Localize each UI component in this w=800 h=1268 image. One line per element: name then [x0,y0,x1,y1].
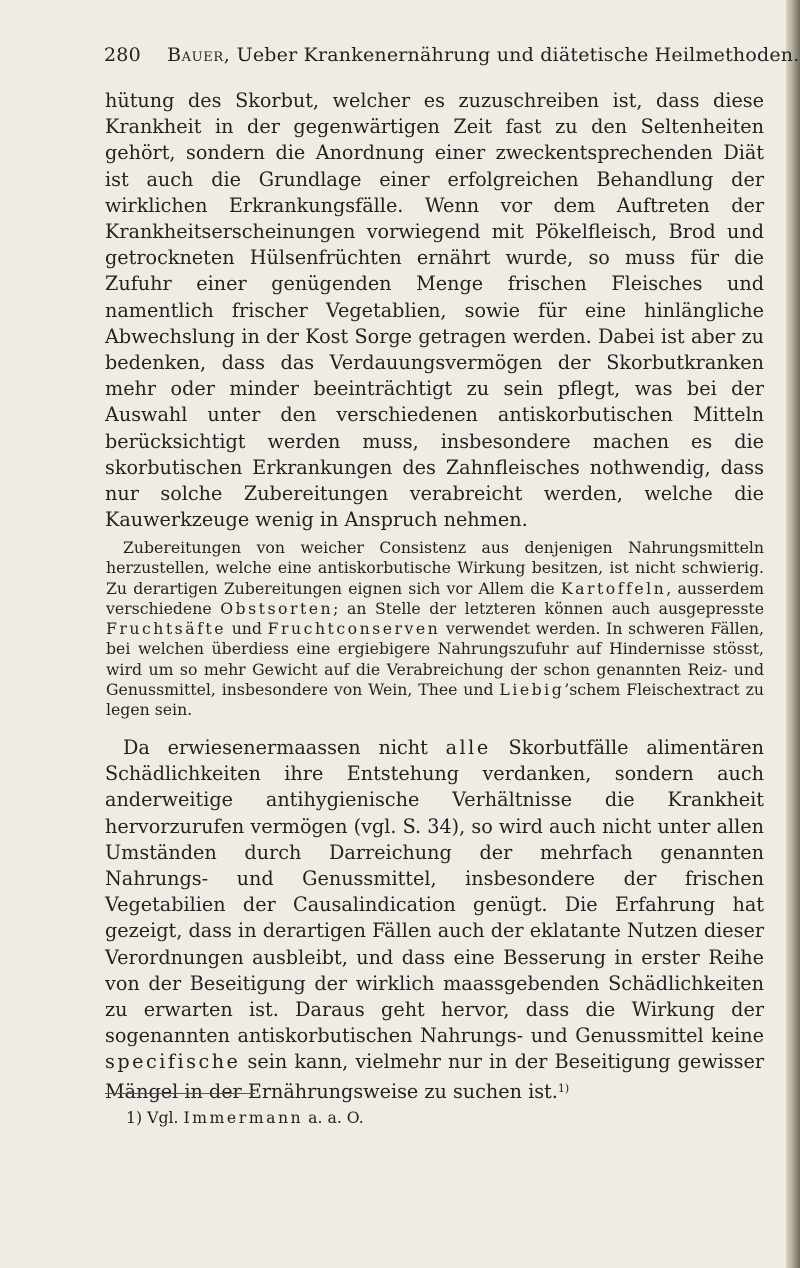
running-header [104,44,800,66]
footnote-text: Vgl. [147,1108,184,1127]
footnote-divider [105,1093,255,1094]
emphasis-liebig: Liebig [499,680,565,700]
emphasis-specifische: specifische [105,1050,241,1074]
footnote [126,1108,364,1127]
header-title: Ueber Krankenernährung und diätetische Heilmethoden. [236,44,800,66]
emphasis-alle: alle [445,736,491,759]
paragraph-3-text: Skorbutfälle alimentären Schädlichkeiten ihre Entstehung verdanken, sondern auch anderweitige antihygienische Verhältnisse die Krankheit hervorzurufen vermögen (vgl. S. 34), so wird auch nicht unter allen Umständen durch Darreichung der mehrfach genannten Nahrungs- und Genussmittel, insbesondere der frischen Vegetabilien der Causalindication genügt. Die Erfahrung hat gezeigt, dass in derartigen Fällen auch der eklatante Nutzen dieser Verordnungen ausbleibt, und dass eine Besserung in erster Reihe von der Beseitigung der wirklich maassgebenden Schädlichkeiten zu erwarten ist. Daraus geht hervor, dass die Wirkung der sogenannten antiskorbutischen Nahrungs- und Genussmittel keine [105,736,764,1048]
paragraph-2-text: verwendet werden. In schweren Fällen, bei welchen überdiess eine ergiebigere Nahrungszufuhr auf Hindernisse stösst, wird um so mehr Gewicht auf die Verabreichung der schon genannten Reiz- und Genussmittel, insbesondere von Wein, Thee und [106,619,764,700]
footnote-reference: 1) [557,1081,570,1095]
paragraph-3-text: sein kann, vielmehr nur in der Beseitigung gewisser Mängel in der Ernährungsweise zu suchen ist. [105,1050,764,1103]
footnote-text: a. a. O. [303,1108,364,1127]
emphasis-kartoffeln: Kartoffeln [560,578,667,598]
paragraph-3-text: Da erwiesenermaassen nicht [123,736,446,759]
header-author: Bauer, [167,44,231,66]
paragraph-2-text: , ausserdem verschiedene [106,578,765,618]
paragraph-2-text: ’schem Fleischextract zu legen sein. [106,680,764,720]
footnote-marker: 1) [126,1108,143,1127]
paragraph-2-text: und [225,619,268,639]
page-edge [786,0,800,1268]
footnote-author: Immermann [183,1108,304,1127]
emphasis-fruchtconserven: Fruchtconserven [267,619,441,639]
page-number: 280 [104,44,141,66]
emphasis-obstsorten: Obstsorten [220,598,334,618]
paragraph-3 [105,735,764,1105]
paragraph-2-text: ; an Stelle der letzteren können auch ausgepresste [333,598,764,618]
paragraph-1: hütung des Skorbut, welcher es zuzuschreiben ist, dass diese Krankheit in der gegenwärtigen Zeit fast zu den Seltenheiten gehört, sondern die Anordnung einer zweckentsprechenden Diät ist auch die Grundlage einer erfolgreichen Behandlung der wirklichen Erkrankungsfälle. Wenn vor dem Auftreten der Krankheitserscheinungen vorwiegend mit Pökelfleisch, Brod und getrockneten Hülsenfrüchten ernährt wurde, so muss für die Zufuhr einer genügenden Menge frischen Fleisches und namentlich frischer Vegetablien, sowie für eine hinlängliche Abwechslung in der Kost Sorge getragen werden. Dabei ist aber zu bedenken, dass das Verdauungsvermögen der Skorbutkranken mehr oder minder beeinträchtigt zu sein pflegt, was bei der Auswahl unter den verschiedenen antiskorbutischen Mitteln berücksichtigt werden muss, insbesondere machen es die skorbutischen Erkrankungen des Zahnfleisches nothwendig, dass nur solche Zubereitungen verabreicht werden, welche die Kauwerkzeuge wenig in Anspruch nehmen. [105,89,764,532]
paragraph-2 [106,538,764,721]
emphasis-fruchtsaefte: Fruchtsäfte [106,619,226,639]
paragraph-2-text: Zubereitungen von weicher Consistenz aus denjenigen Nahrungsmitteln herzustellen, welche eine antiskorbutische Wirkung besitzen, ist nicht schwierig. Zu derartigen Zubereitungen eignen sich vor Allem die [106,538,764,598]
